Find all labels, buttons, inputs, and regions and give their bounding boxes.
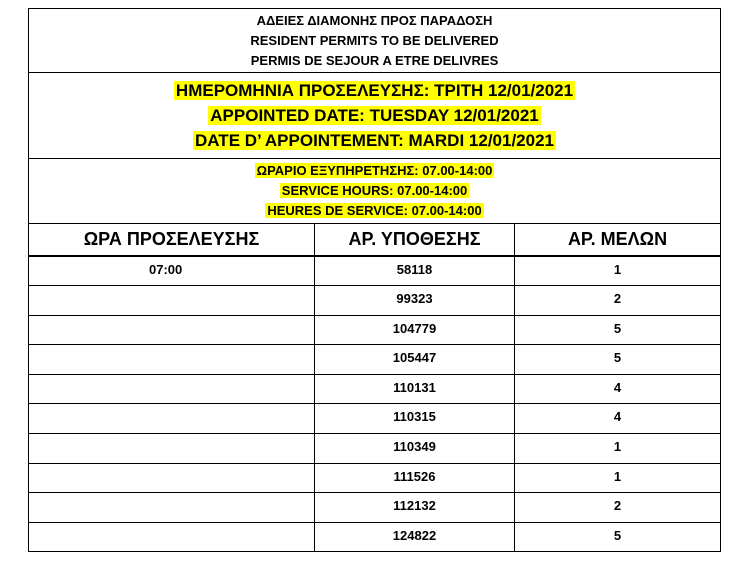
members-count-cell: 2	[515, 286, 721, 316]
date-block	[29, 73, 721, 159]
date-english: APPOINTED DATE: TUESDAY 12/01/2021	[210, 106, 539, 125]
table-row	[29, 522, 721, 552]
members-count-cell: 2	[515, 493, 721, 523]
table-row	[29, 434, 721, 464]
column-header-time: ΩΡΑ ΠΡΟΣΕΛΕΥΣΗΣ	[29, 224, 315, 257]
members-count-cell: 5	[515, 315, 721, 345]
permits-table	[28, 8, 721, 552]
date-row	[29, 73, 721, 159]
members-count-cell: 4	[515, 374, 721, 404]
case-number-cell: 58118	[315, 256, 515, 286]
time-cell	[29, 522, 315, 552]
time-cell	[29, 315, 315, 345]
column-header-members: ΑΡ. ΜΕΛΩΝ	[515, 224, 721, 257]
hours-english: SERVICE HOURS: 07.00-14:00	[281, 183, 468, 198]
table-row	[29, 286, 721, 316]
rows-body	[29, 256, 721, 552]
time-cell	[29, 374, 315, 404]
title-row	[29, 9, 721, 73]
case-number-cell: 110315	[315, 404, 515, 434]
date-greek: ΗΜΕΡΟΜΗΝΙΑ ΠΡΟΣΕΛΕΥΣΗΣ: ΤΡΙΤΗ 12/01/2021	[175, 81, 574, 100]
hours-greek: ΩΡΑΡΙΟ ΕΞΥΠΗΡΕΤΗΣΗΣ: 07.00-14:00	[256, 163, 493, 178]
column-header-row	[29, 224, 721, 257]
table-row	[29, 404, 721, 434]
case-number-cell: 110131	[315, 374, 515, 404]
column-header-case: ΑΡ. ΥΠΟΘΕΣΗΣ	[315, 224, 515, 257]
time-cell	[29, 463, 315, 493]
table-row	[29, 256, 721, 286]
title-greek: ΑΔΕΙΕΣ ΔΙΑΜΟΝΗΣ ΠΡΟΣ ΠΑΡΑΔΟΣΗ	[256, 12, 493, 28]
time-cell	[29, 493, 315, 523]
members-count-cell: 1	[515, 256, 721, 286]
table-row	[29, 463, 721, 493]
members-count-cell: 5	[515, 345, 721, 375]
time-cell	[29, 404, 315, 434]
title-block	[29, 9, 721, 73]
hours-french: HEURES DE SERVICE: 07.00-14:00	[267, 203, 482, 218]
case-number-cell: 105447	[315, 345, 515, 375]
members-count-cell: 1	[515, 463, 721, 493]
table-row	[29, 315, 721, 345]
case-number-cell: 99323	[315, 286, 515, 316]
permits-sheet	[28, 8, 720, 552]
case-number-cell: 112132	[315, 493, 515, 523]
title-french: PERMIS DE SEJOUR A ETRE DELIVRES	[250, 52, 499, 68]
hours-row	[29, 159, 721, 224]
time-cell	[29, 345, 315, 375]
date-french: DATE D’ APPOINTEMENT: MARDI 12/01/2021	[195, 131, 554, 150]
case-number-cell: 111526	[315, 463, 515, 493]
members-count-cell: 1	[515, 434, 721, 464]
table-row	[29, 493, 721, 523]
case-number-cell: 110349	[315, 434, 515, 464]
members-count-cell: 5	[515, 522, 721, 552]
table-row	[29, 374, 721, 404]
time-cell	[29, 434, 315, 464]
time-cell	[29, 286, 315, 316]
table-row	[29, 345, 721, 375]
hours-block	[29, 159, 721, 224]
members-count-cell: 4	[515, 404, 721, 434]
time-cell: 07:00	[29, 256, 315, 286]
case-number-cell: 104779	[315, 315, 515, 345]
case-number-cell: 124822	[315, 522, 515, 552]
title-english: RESIDENT PERMITS TO BE DELIVERED	[250, 32, 499, 48]
